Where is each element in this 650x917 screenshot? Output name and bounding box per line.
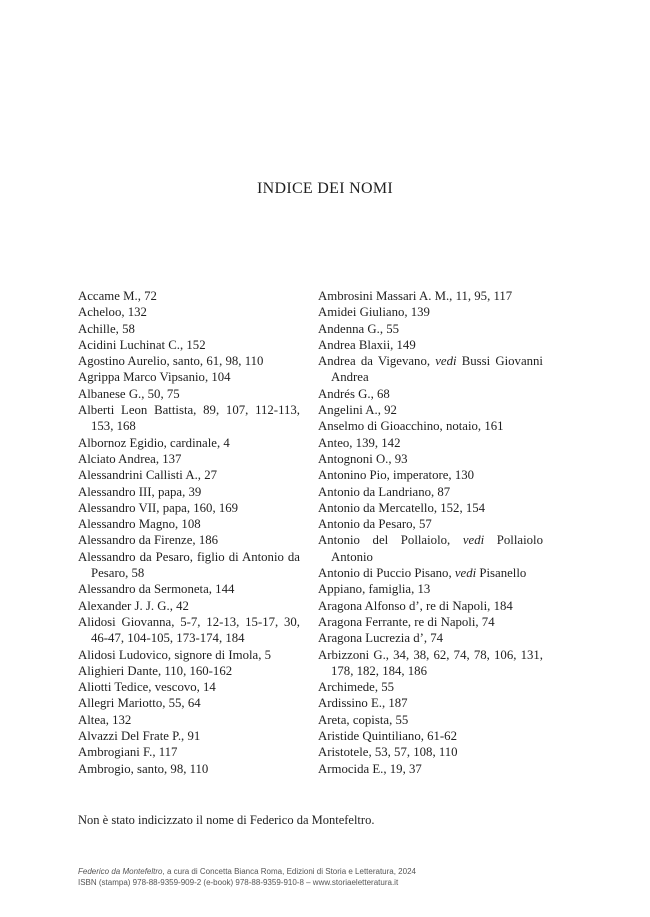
index-entry (78, 679, 300, 695)
index-entry-text: Antonino Pio, imperatore, 130 (318, 468, 475, 483)
index-entry-text: Aliotti Tedice, vescovo, 14 (78, 680, 216, 695)
index-entry (318, 728, 543, 744)
index-entry-text: Albanese G., 50, 75 (78, 386, 180, 401)
index-entry (318, 467, 543, 483)
index-entry (318, 386, 543, 402)
index-entry (78, 321, 300, 337)
index-entry (78, 353, 300, 369)
index-entry (318, 304, 543, 320)
index-entry-text: Archimede, 55 (318, 680, 395, 695)
index-entry-text: Amidei Giuliano, 139 (318, 305, 430, 320)
index-entry-text: Allegri Mariotto, 55, 64 (78, 696, 201, 711)
index-entry (78, 712, 300, 728)
index-entry (78, 581, 300, 597)
index-entry-text: Arbizzoni G., 34, 38, 62, 74, 78, 106, 131, 178, 182, 184, 186 (318, 647, 543, 678)
index-entry-text: Alessandrini Callisti A., 27 (78, 468, 217, 483)
index-entry-text: Acheloo, 132 (78, 305, 147, 320)
index-entry (318, 647, 543, 680)
index-entry (78, 500, 300, 516)
index-entry (318, 435, 543, 451)
footer-citation-rest: , a cura di Concetta Bianca Roma, Edizioni di Storia e Letteratura, 2024 (162, 867, 416, 876)
index-entry (318, 516, 543, 532)
index-entry-reference: Bussi Giovanni Andrea (331, 354, 543, 385)
index-column-right (318, 288, 543, 777)
index-entry-text: Antonio da Landriano, 87 (318, 484, 451, 499)
page-title: INDICE DEI NOMI (256, 180, 394, 197)
index-entry (318, 402, 543, 418)
index-entry (318, 451, 543, 467)
index-entry-reference: Pisanello (476, 566, 527, 581)
index-entry (78, 744, 300, 760)
index-entry (78, 663, 300, 679)
index-entry-text: Andrea da Vigevano, (318, 354, 436, 369)
index-entry (318, 695, 543, 711)
index-entry (78, 549, 300, 582)
index-entry-reference: Pollaiolo Antonio (331, 533, 543, 564)
index-entry (78, 614, 300, 647)
index-entry-text: Ambrogiani F., 117 (78, 745, 178, 760)
index-entry-vedi: vedi (435, 354, 457, 369)
index-entry-text: Agostino Aurelio, santo, 61, 98, 110 (78, 354, 264, 369)
index-entry (78, 435, 300, 451)
index-entry (318, 679, 543, 695)
index-entry (318, 598, 543, 614)
index-entry (318, 288, 543, 304)
index-entry-text: Alciato Andrea, 137 (78, 451, 182, 466)
index-entry-text: Armocida E., 19, 37 (318, 761, 422, 776)
index-entry (78, 467, 300, 483)
index-entry-text: Antonio da Pesaro, 57 (318, 517, 432, 532)
index-entry-text: Accame M., 72 (78, 289, 157, 303)
index-entry (78, 337, 300, 353)
footer-book-title: Federico da Montefeltro (78, 867, 163, 876)
index-entry-text: Alessandro da Pesaro, figlio di Antonio da Pesaro, 58 (78, 549, 300, 581)
page-footer (78, 866, 416, 888)
index-entry-text: Antonio del Pollaiolo, (318, 533, 463, 548)
index-entry-text: Alidosi Giovanna, 5-7, 12-13, 15-17, 30, 46-47, 104-105, 173-174, 184 (78, 614, 300, 646)
index-entry (78, 695, 300, 711)
index-entry-text: Agrippa Marco Vipsanio, 104 (78, 370, 231, 385)
index-entry-text: Alexander J. J. G., 42 (78, 598, 189, 613)
index-entry-text: Ambrosini Massari A. M., 11, 95, 117 (318, 289, 513, 303)
index-entry-text: Alessandro da Firenze, 186 (78, 533, 219, 548)
index-entry (318, 565, 543, 581)
index-entry (318, 532, 543, 565)
index-entry-text: Alberti Leon Battista, 89, 107, 112-113, 153, 168 (78, 403, 300, 434)
index-entry-text: Andrea Blaxii, 149 (318, 337, 416, 352)
index-entry (78, 304, 300, 320)
index-entry-text: Achille, 58 (78, 321, 135, 336)
index-column-left (78, 288, 300, 777)
index-entry (318, 614, 543, 630)
index-entry-text: Alidosi Ludovico, signore di Imola, 5 (78, 647, 271, 662)
index-entry-text: Alvazzi Del Frate P., 91 (78, 729, 201, 744)
index-entry-text: Antonio di Puccio Pisano, (318, 566, 455, 581)
index-entry-text: Alessandro Magno, 108 (78, 517, 201, 532)
index-entry (78, 369, 300, 385)
index-entry-text: Aragona Ferrante, re di Napoli, 74 (318, 614, 495, 629)
index-entry (318, 321, 543, 337)
index-entry-text: Alessandro III, papa, 39 (78, 484, 202, 499)
index-entry (78, 451, 300, 467)
index-entry-text: Aragona Lucrezia d’, 74 (318, 631, 444, 646)
index-entry-text: Areta, copista, 55 (318, 712, 409, 727)
index-entry (78, 516, 300, 532)
index-entry-text: Aristotele, 53, 57, 108, 110 (318, 745, 458, 760)
footer-isbn-line: ISBN (stampa) 978-88-9359-909-2 (e-book) 978-88-9359-910-8 – www.storiaeletteratura.it (78, 878, 399, 887)
index-entry (318, 744, 543, 760)
index-entry (318, 630, 543, 646)
index-entry (78, 728, 300, 744)
index-entry (78, 761, 300, 777)
index-entry-text: Altea, 132 (78, 712, 132, 727)
index-entry (78, 647, 300, 663)
index-entry-vedi: vedi (454, 566, 477, 581)
index-entry (318, 712, 543, 728)
index-entry-text: Alessandro da Sermoneta, 144 (78, 582, 235, 597)
index-entry (318, 353, 543, 386)
index-entry (78, 288, 300, 304)
index-entry-text: Aragona Alfonso d’, re di Napoli, 184 (318, 598, 513, 613)
index-entry-text: Alighieri Dante, 110, 160-162 (78, 663, 233, 678)
index-entry (318, 581, 543, 597)
index-entry-text: Antonio da Mercatello, 152, 154 (318, 500, 486, 515)
index-entry-text: Andenna G., 55 (318, 321, 400, 336)
index-entry-text: Aristide Quintiliano, 61-62 (318, 729, 457, 744)
index-entry (318, 484, 543, 500)
index-entry (78, 484, 300, 500)
index-entry-text: Alessandro VII, papa, 160, 169 (78, 500, 239, 515)
index-entry (78, 402, 300, 435)
index-entry-text: Appiano, famiglia, 13 (318, 582, 431, 597)
index-note: Non è stato indicizzato il nome di Federico da Montefeltro. (78, 813, 375, 827)
index-entry (318, 418, 543, 434)
index-entry (318, 761, 543, 777)
index-entry (78, 598, 300, 614)
index-entry (318, 337, 543, 353)
index-entry-text: Ardissino E., 187 (318, 696, 408, 711)
index-entry-text: Antognoni O., 93 (318, 451, 408, 466)
index-entry-text: Acidini Luchinat C., 152 (78, 337, 206, 352)
index-entry-text: Angelini A., 92 (318, 403, 397, 418)
index-entry (78, 386, 300, 402)
index-entry-text: Andrés G., 68 (318, 386, 390, 401)
index-entry-text: Albornoz Egidio, cardinale, 4 (78, 435, 230, 450)
index-entry-text: Anteo, 139, 142 (318, 435, 401, 450)
footer-citation-line (78, 866, 416, 877)
index-entry-text: Ambrogio, santo, 98, 110 (78, 761, 209, 776)
index-entry-text: Anselmo di Gioacchino, notaio, 161 (318, 419, 504, 434)
index-entry (318, 500, 543, 516)
index-entry (78, 532, 300, 548)
index-entry-vedi: vedi (462, 533, 485, 548)
